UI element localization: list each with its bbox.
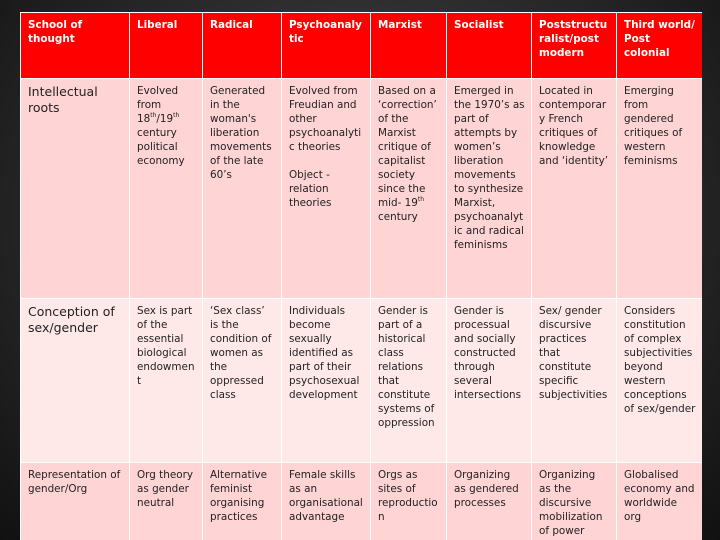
cell-liberal-conception: Sex is part of the essential biological endowment xyxy=(130,299,203,463)
header-liberal: Liberal xyxy=(130,13,203,79)
cell-radical-roots: Generated in the woman's liberation movements of the late 60’s xyxy=(203,79,282,299)
header-row xyxy=(21,13,703,79)
cell-liberal-representation: Org theory as gender neutral xyxy=(130,463,203,540)
header-third-world: Third world/ Post colonial xyxy=(617,13,703,79)
header-marxist: Marxist xyxy=(371,13,447,79)
cell-psychoanalytic-representation: Female skills as an organisational advantage xyxy=(282,463,371,540)
cell-socialist-representation: Organizing as gendered processes xyxy=(447,463,532,540)
cell-socialist-conception: Gender is processual and socially constructed through several intersections xyxy=(447,299,532,463)
row-label-conception: Conception of sex/gender xyxy=(21,299,130,463)
cell-third-world-conception: Considers constitution of complex subjectivities beyond western conceptions of sex/gender xyxy=(617,299,703,463)
cell-poststructuralist-representation: Organizing as the discursive mobilization of power xyxy=(532,463,617,540)
header-psychoanalytic: Psychoanalytic xyxy=(282,13,371,79)
cell-marxist-representation: Orgs as sites of reproduction xyxy=(371,463,447,540)
header-school-of-thought: School of thought xyxy=(21,13,130,79)
row-label-representation: Representation of gender/Org xyxy=(21,463,130,540)
cell-psychoanalytic-conception: Individuals become sexually identified as part of their psychosexual development xyxy=(282,299,371,463)
cell-poststructuralist-roots: Located in contemporary French critiques of knowledge and ‘identity’ xyxy=(532,79,617,299)
feminist-theories-table xyxy=(20,12,702,540)
cell-socialist-roots: Emerged in the 1970’s as part of attempts by women’s liberation movements to synthesize Marxist, psychoanalytic and radical feminisms xyxy=(447,79,532,299)
cell-marxist-roots: Based on a ‘correction’ of the Marxist critique of capitalist society since the mid- 19th century xyxy=(371,79,447,299)
table-row-representation xyxy=(21,463,703,540)
header-poststructuralist: Poststructuralist/post modern xyxy=(532,13,617,79)
feminist-theories-table-container xyxy=(20,12,702,540)
row-label-intellectual-roots: Intellectual roots xyxy=(21,79,130,299)
cell-marxist-conception: Gender is part of a historical class relations that constitute systems of oppression xyxy=(371,299,447,463)
cell-liberal-roots: Evolved from 18th/19th century political economy xyxy=(130,79,203,299)
table-row-intellectual-roots xyxy=(21,79,703,299)
cell-psychoanalytic-roots xyxy=(282,79,371,299)
cell-radical-conception: ‘Sex class’ is the condition of women as the oppressed class xyxy=(203,299,282,463)
psychoanalytic-roots-paragraph-2: Object -relation theories xyxy=(289,169,332,209)
header-radical: Radical xyxy=(203,13,282,79)
cell-poststructuralist-conception: Sex/ gender discursive practices that constitute specific subjectivities xyxy=(532,299,617,463)
header-socialist: Socialist xyxy=(447,13,532,79)
cell-third-world-roots: Emerging from gendered critiques of western feminisms xyxy=(617,79,703,299)
cell-radical-representation: Alternative feminist organising practices xyxy=(203,463,282,540)
psychoanalytic-roots-paragraph-1: Evolved from Freudian and other psychoanalytic theories xyxy=(289,85,362,153)
cell-third-world-representation: Globalised economy and worldwide org xyxy=(617,463,703,540)
table-row-conception xyxy=(21,299,703,463)
